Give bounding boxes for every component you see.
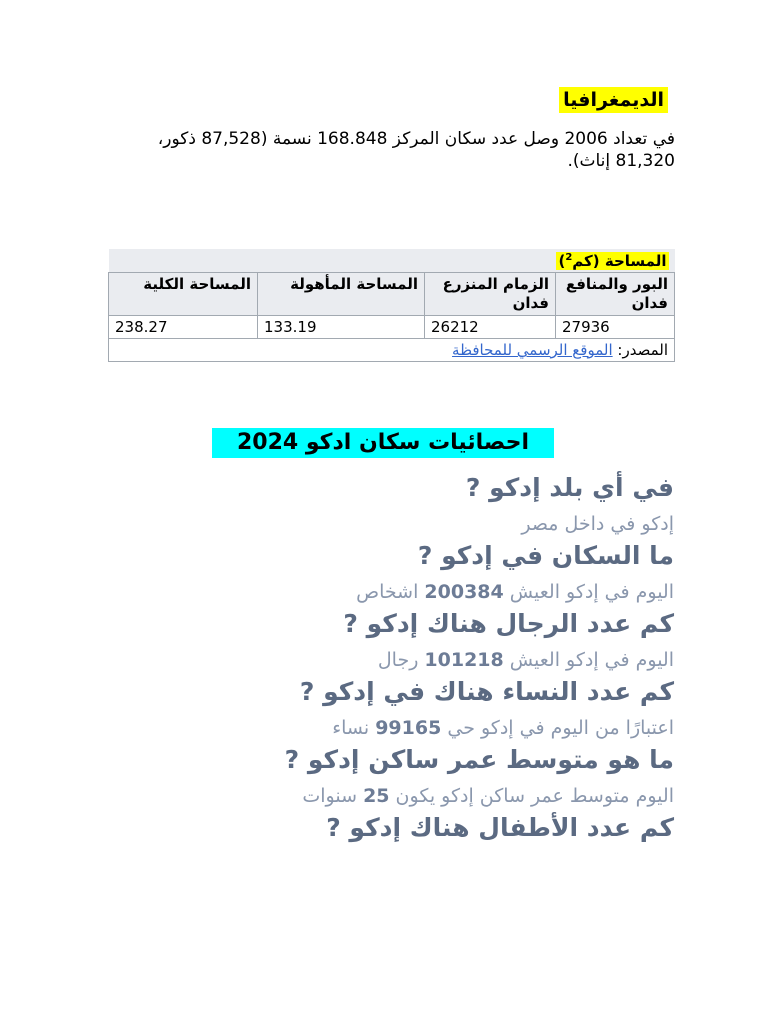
source-cell — [109, 339, 675, 362]
table-caption — [109, 250, 675, 273]
table-caption-row — [109, 250, 675, 273]
answer-text: إدكو في داخل مصر — [521, 513, 674, 535]
value-cultivated: 26212 — [425, 316, 556, 339]
header-inhabited: المساحة المأهولة — [258, 273, 425, 316]
answer-age — [54, 782, 674, 810]
answer-unit: رجال — [377, 649, 425, 671]
caption-sup: 2 — [565, 252, 573, 263]
question-population: ما السكان في إدكو ? — [417, 541, 674, 570]
answer-population — [54, 578, 674, 606]
question-age: ما هو متوسط عمر ساكن إدكو ? — [284, 745, 674, 774]
caption-prefix: المساحة (كم — [572, 252, 667, 270]
caption-suffix: ) — [558, 252, 566, 270]
answer-unit: سنوات — [302, 785, 364, 807]
table-header-row — [109, 273, 675, 316]
source-link[interactable]: الموقع الرسمي للمحافظة — [452, 341, 613, 359]
stats-title: احصائيات سكان ادكو 2024 — [212, 428, 554, 458]
question-women: كم عدد النساء هناك في إدكو ? — [299, 677, 674, 706]
answer-country — [54, 510, 674, 538]
source-label: المصدر: — [617, 341, 668, 359]
answer-unit: نساء — [332, 717, 376, 739]
answer-men — [54, 646, 674, 674]
answer-number: 101218 — [424, 649, 504, 671]
header-cultivated: الزمام المنزرع فدان — [425, 273, 556, 316]
answer-text: اليوم متوسط عمر ساكن إدكو يكون — [389, 785, 674, 807]
answer-women — [54, 714, 674, 742]
question-country: في أي بلد إدكو ? — [465, 473, 674, 502]
value-total: 238.27 — [109, 316, 258, 339]
table-source-row — [109, 339, 675, 362]
section-heading: الديمغرافيا — [559, 87, 668, 113]
table-caption-text — [556, 252, 668, 270]
answer-number: 25 — [363, 785, 390, 807]
qa-list — [54, 470, 674, 846]
answer-text: اعتبارًا من اليوم في إدكو حي — [441, 717, 674, 739]
table-row — [109, 316, 675, 339]
answer-text: اليوم في إدكو العيش — [503, 649, 674, 671]
area-table — [108, 249, 675, 362]
question-men: كم عدد الرجال هناك إدكو ? — [343, 609, 674, 638]
header-total: المساحة الكلية — [109, 273, 258, 316]
answer-number: 200384 — [424, 581, 504, 603]
value-fallow: 27936 — [556, 316, 675, 339]
header-fallow: البور والمنافع فدان — [556, 273, 675, 316]
answer-number: 99165 — [375, 717, 442, 739]
answer-unit: اشخاص — [356, 581, 425, 603]
question-children: كم عدد الأطفال هناك إدكو ? — [326, 813, 674, 842]
intro-paragraph: في تعداد 2006 وصل عدد سكان المركز 168.848 نسمة (87,528 ذكور، 81,320 إناث). — [157, 129, 675, 171]
answer-text: اليوم في إدكو العيش — [503, 581, 674, 603]
value-inhabited: 133.19 — [258, 316, 425, 339]
